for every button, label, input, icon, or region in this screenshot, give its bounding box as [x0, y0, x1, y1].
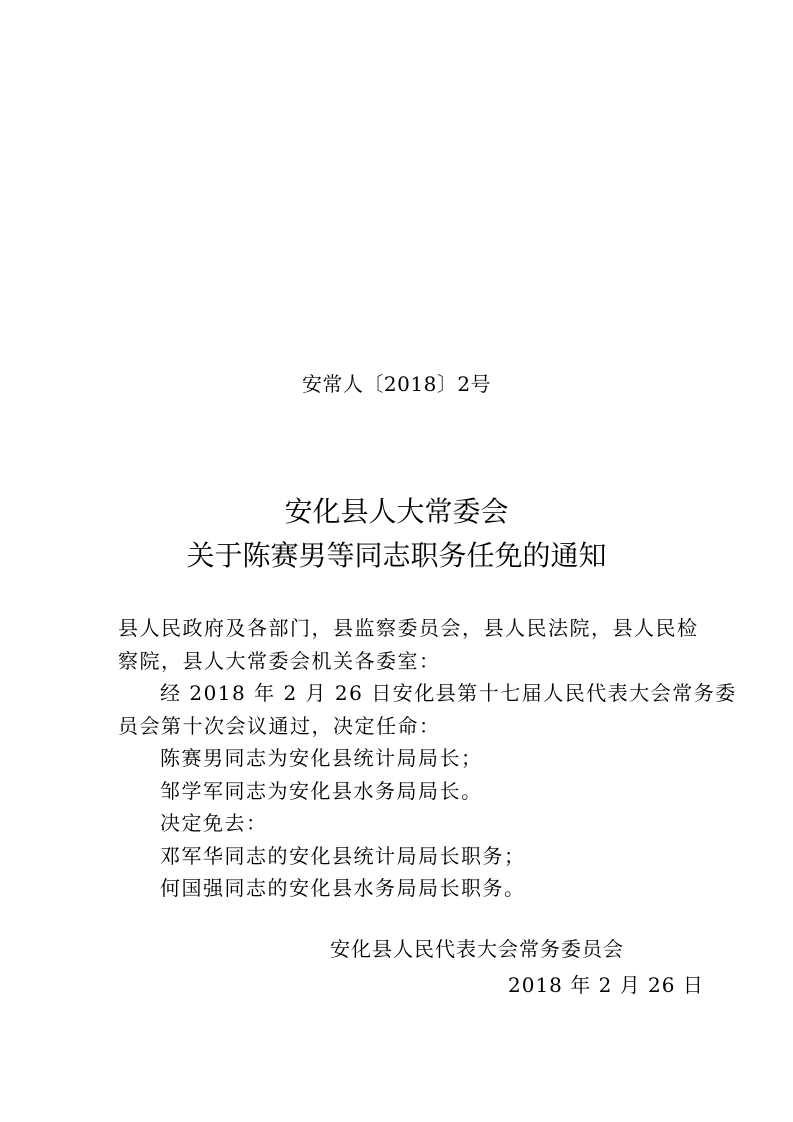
signature-organization: 安化县人民代表大会常务委员会: [330, 937, 624, 961]
document-title: [0, 490, 793, 578]
title-line-1: 安化县人大常委会: [284, 495, 509, 528]
document-body: [118, 612, 737, 905]
document-number: 安常人〔2018〕2号: [301, 372, 492, 396]
removal-heading: 决定免去：: [160, 811, 268, 835]
removal-1: 邓军华同志的安化县统计局局长职务；: [160, 843, 526, 868]
recipients-line-2: 察院，县人大常委会机关各委室：: [118, 648, 441, 673]
removal-2: 何国强同志的安化县水务局局长职务。: [160, 876, 526, 900]
recipients-line-1: 县人民政府及各部门，县监察委员会，县人民法院，县人民检: [118, 616, 699, 640]
title-line-2: 关于陈赛男等同志职务任免的通知: [186, 539, 607, 572]
appointment-2: 邹学军同志为安化县水务局局长。: [160, 778, 483, 803]
signature-date: 2018 年 2 月 26 日: [508, 973, 704, 997]
intro-line-1: 经 2018 年 2 月 26 日安化县第十七届人民代表大会常务委: [160, 681, 737, 705]
intro-line-2: 员会第十次会议通过，决定任命：: [118, 713, 441, 738]
appointment-1: 陈赛男同志为安化县统计局局长；: [160, 746, 483, 770]
